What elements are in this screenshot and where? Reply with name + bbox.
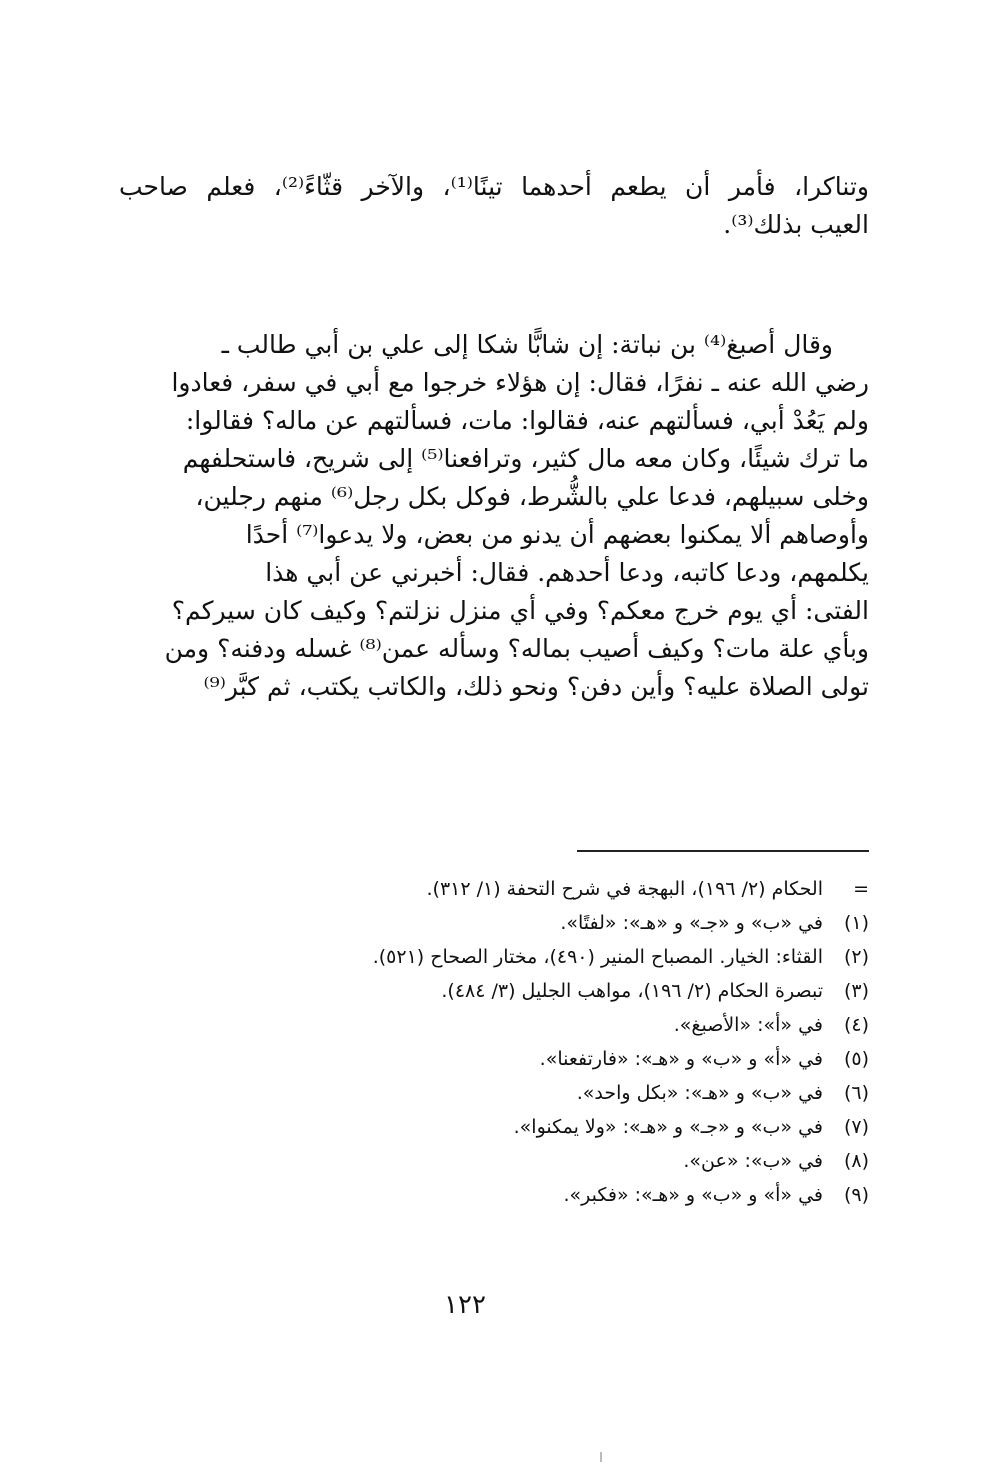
footnote-number: (٢) [843,946,869,968]
footnote-text: تبصرة الحكام (٢/ ١٩٦)، مواهب الجليل (٣/ ٤٨٤). [441,980,823,1002]
footnote-text: في «أ» و «ب» و «هـ»: «فكبر». [563,1184,823,1206]
footnote-item [149,1178,869,1212]
footnote-item [149,1076,869,1110]
paragraph-line: ما ترك شيئًا، وكان معه مال كثير، وترافعنا⁽⁵⁾ إلى شريح، فاستحلفهم [182,444,869,473]
paragraph-line: العيب بذلك⁽³⁾. [723,210,869,239]
footnotes [149,872,869,1212]
footnote-number: (٨) [843,1150,869,1172]
footnote-item [149,1042,869,1076]
footnote-item [149,1008,869,1042]
footnote-number: (٩) [843,1184,869,1206]
footnote-number: (٤) [843,1014,869,1036]
footnote-item [149,906,869,940]
footnote-text: في «أ» و «ب» و «هـ»: «فارتفعنا». [539,1048,823,1070]
footnote-number: (١) [843,912,869,934]
paragraph-line: وأوصاهم ألا يمكنوا بعضهم أن يدنو من بعض، ولا يدعوا⁽⁷⁾ أحدًا [245,520,869,549]
footnote-item [149,1110,869,1144]
footnote-number: (٧) [843,1116,869,1138]
footnote-text: الحكام (٢/ ١٩٦)، البهجة في شرح التحفة (١/ ٣١٢). [426,878,823,900]
footnote-number: = [853,878,869,900]
paragraph-line: رضي الله عنه ـ نفرًا، فقال: إن هؤلاء خرجوا مع أبي في سفر، فعادوا [171,368,869,397]
paragraph-1 [119,168,869,244]
footnote-text: في «ب»: «عن». [683,1150,823,1172]
paragraph-line: وخلى سبيلهم، فدعا علي بالشُّرط، فوكل بكل رجل⁽⁶⁾ منهم رجلين، [195,482,869,511]
scan-speck [600,1452,602,1462]
page-number: ١٢٢ [444,1290,486,1320]
paragraph-line: وبأي علة مات؟ وكيف أصيب بماله؟ وسأله عمن⁽⁸⁾ غسله ودفنه؟ ومن [164,634,869,663]
footnote-number: (٥) [843,1048,869,1070]
footnote-number: (٣) [843,980,869,1002]
paragraph-line: ولم يَعُدْ أبي، فسألتهم عنه، فقالوا: مات، فسألتهم عن ماله؟ فقالوا: [185,406,869,435]
footnote-text: في «ب» و «جـ» و «هـ»: «ولا يمكنوا». [513,1116,823,1138]
paragraph-2 [119,326,869,706]
footnote-text: في «ب» و «هـ»: «بكل واحد». [576,1082,823,1104]
footnote-text: في «ب» و «جـ» و «هـ»: «لفتًا». [560,912,823,934]
paragraph-line: وقال أصبغ⁽⁴⁾ بن نباتة: إن شابًّا شكا إلى علي بن أبي طالب ـ [221,330,833,359]
footnote-item [149,940,869,974]
paragraph-line: يكلمهم، ودعا كاتبه، ودعا أحدهم. فقال: أخبرني عن أبي هذا [265,558,869,587]
paragraph-line: وتناكرا، فأمر أن يطعم أحدهما تينًا⁽¹⁾، والآخر قثّاءً⁽²⁾، فعلم صاحب [119,172,869,201]
footnote-item [149,974,869,1008]
paragraph-line: تولى الصلاة عليه؟ وأين دفن؟ ونحو ذلك، والكاتب يكتب، ثم كبَّر⁽⁹⁾ [203,672,869,701]
footnote-item [149,872,869,906]
footnote-text: في «أ»: «الأصبغ». [673,1014,823,1036]
paragraph-line: الفتى: أي يوم خرج معكم؟ وفي أي منزل نزلتم؟ وكيف كان سيركم؟ [171,596,869,625]
footnote-divider [577,850,869,852]
footnote-item [149,1144,869,1178]
footnote-text: القثاء: الخيار. المصباح المنير (٤٩٠)، مختار الصحاح (٥٢١). [372,946,823,968]
footnote-number: (٦) [843,1082,869,1104]
